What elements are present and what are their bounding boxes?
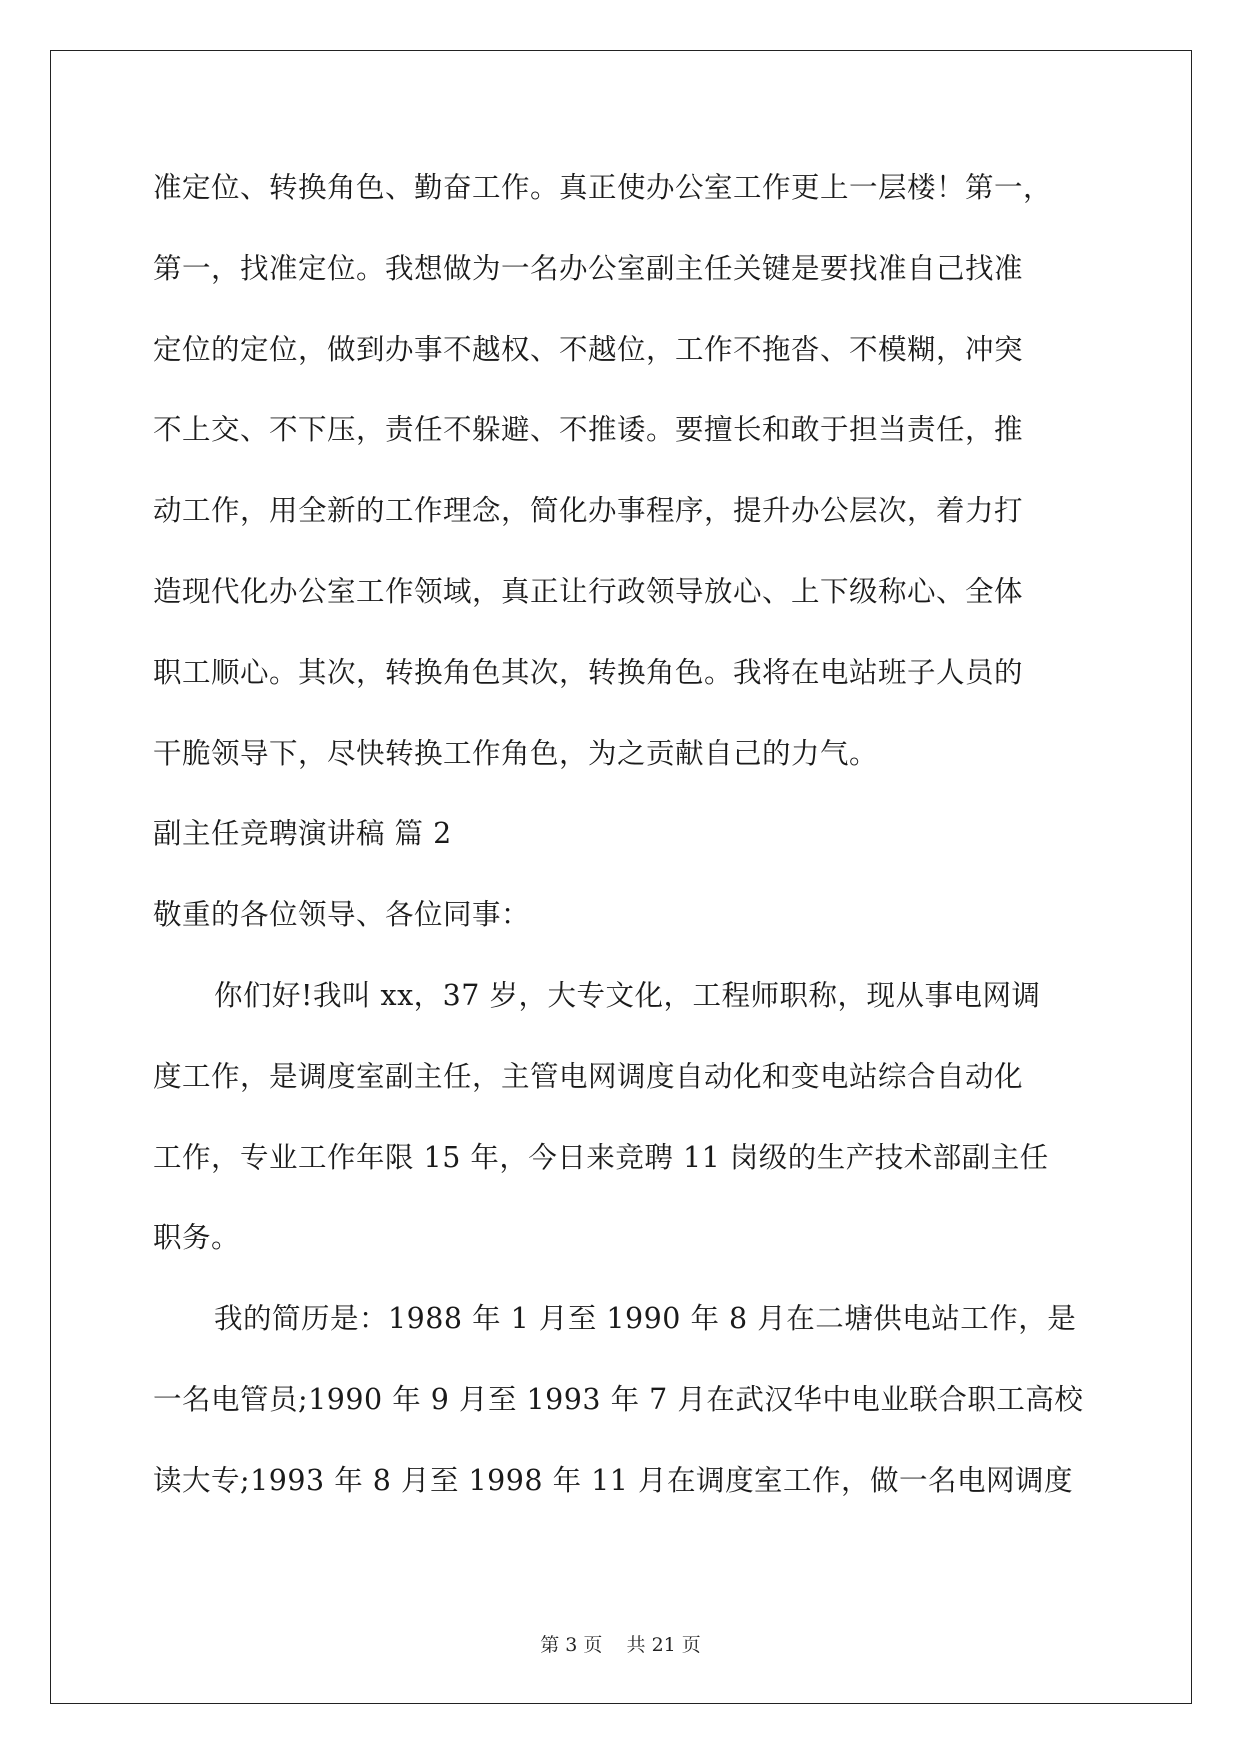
text-line-16: 一名电管员;1990 年 9 月至 1993 年 7 月在武汉华中电业联合职工高校 xyxy=(153,1382,1084,1416)
text-line-17: 读大专;1993 年 8 月至 1998 年 11 月在调度室工作，做一名电网调度 xyxy=(153,1463,1073,1497)
text-line-6: 造现代化办公室工作领域，真正让行政领导放心、上下级称心、全体 xyxy=(153,574,1024,608)
text-line-11: 你们好!我叫 xx，37 岁，大专文化，工程师职称，现从事电网调 xyxy=(214,978,1041,1012)
text-line-7: 职工顺心。其次，转换角色其次，转换角色。我将在电站班子人员的 xyxy=(153,655,1024,689)
text-line-14: 职务。 xyxy=(153,1221,241,1255)
page-footer xyxy=(0,1633,1241,1657)
salutation: 敬重的各位领导、各位同事： xyxy=(153,898,531,932)
section-heading: 副主任竞聘演讲稿 篇 2 xyxy=(153,817,452,851)
text-line-1: 准定位、转换角色、勤奋工作。真正使办公室工作更上一层楼！第一， xyxy=(153,171,1053,204)
page-number: 第 3 页 共 21 页 xyxy=(540,1634,701,1656)
document-body xyxy=(153,168,1093,1542)
text-line-2: 第一，找准定位。我想做为一名办公室副主任关键是要找准自己找准 xyxy=(153,251,1024,285)
text-line-3: 定位的定位，做到办事不越权、不越位，工作不拖沓、不模糊，冲突 xyxy=(153,332,1024,366)
text-line-15: 我的简历是：1988 年 1 月至 1990 年 8 月在二塘供电站工作，是 xyxy=(214,1302,1077,1336)
text-line-4: 不上交、不下压，责任不躲避、不推诿。要擅长和敢于担当责任，推 xyxy=(153,413,1024,447)
text-line-8: 干脆领导下，尽快转换工作角色，为之贡献自己的力气。 xyxy=(153,736,879,770)
text-line-13: 工作，专业工作年限 15 年，今日来竞聘 11 岗级的生产技术部副主任 xyxy=(153,1140,1049,1174)
text-line-5: 动工作，用全新的工作理念，简化办事程序，提升办公层次，着力打 xyxy=(153,494,1024,528)
text-line-12: 度工作，是调度室副主任，主管电网调度自动化和变电站综合自动化 xyxy=(153,1059,1024,1093)
